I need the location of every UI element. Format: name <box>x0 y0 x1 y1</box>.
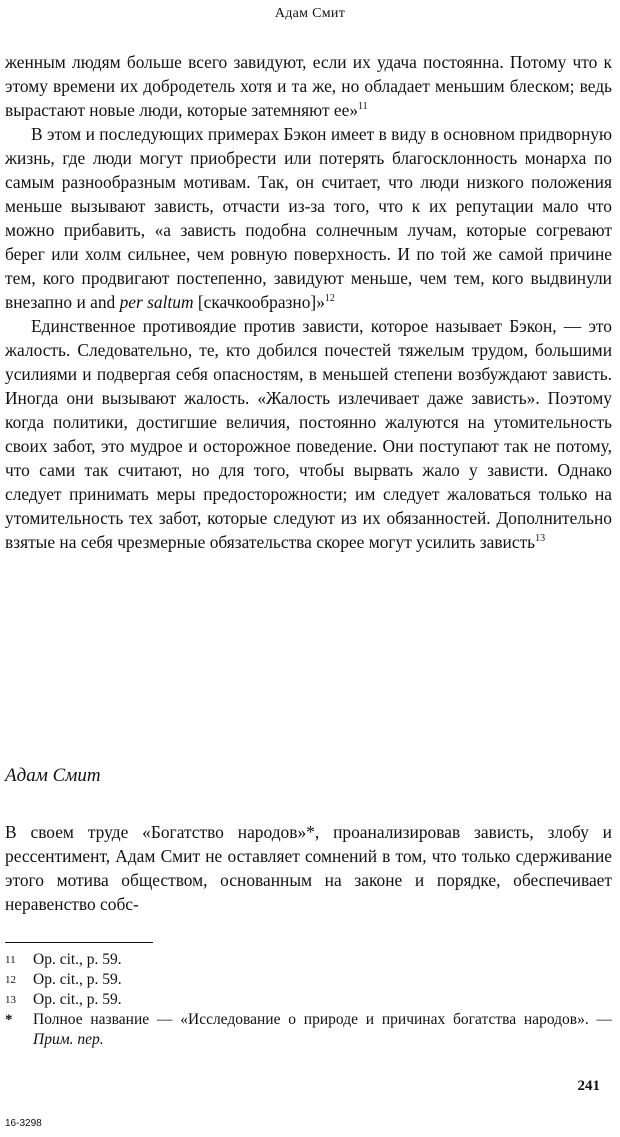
section-text-before: В своем труде «Богатство народов» <box>5 822 307 842</box>
footnote-ref-11: 11 <box>358 101 368 112</box>
paragraph-2-after: [скачкообразно]» <box>193 292 325 312</box>
footnote-mark: * <box>5 1012 13 1028</box>
footnote-text-main: Полное название — «Исследование о природе и причинах богатства народов». — <box>33 1011 612 1028</box>
footnote-mark: 12 <box>5 974 16 986</box>
footnotes <box>5 950 612 1050</box>
footnote-divider <box>5 942 153 943</box>
section-heading: Адам Смит <box>5 765 101 786</box>
paragraph-2 <box>5 122 612 314</box>
footnote-mark: 13 <box>5 994 16 1006</box>
footnote-text <box>33 1010 612 1050</box>
footnote-text-italic: Прим. пер. <box>33 1031 104 1048</box>
paragraph-2-text: В этом и последующих примерах Бэкон имеет в виду в основном придворную жизнь, где люди могут приобрести или потерять благосклонность монарха по самым разнообразным мотивам. Так, он считает, что люди низкого положения меньше вызывают зависть, отчасти из-за того, что к их репутации мало что можно прибавить, «а зависть подобна солнечным лучам, которые согревают берег или холм сильнее, чем ровную поверхность. И по той же самой причине тем, кого продвигают постепенно, завидуют меньше, чем тем, кого выдвинули внезапно и and <box>5 124 612 312</box>
paragraph-1 <box>5 50 612 122</box>
footnote-ref-13: 13 <box>535 533 546 544</box>
paragraph-3 <box>5 314 612 554</box>
footnote-ref-12: 12 <box>324 293 335 304</box>
print-code: 16-3298 <box>5 1118 42 1129</box>
footnote-text: Op. cit., p. 59. <box>33 991 122 1008</box>
paragraph-1-text: женным людям больше всего завидуют, если их удача постоянна. Потому что к этому времени их добродетель хотя и та же, но обладает меньшим блеском; ведь вырастают новые люди, которые затемняют ее» <box>5 52 612 120</box>
footnote-text: Op. cit., p. 59. <box>33 971 122 988</box>
paragraph-2-italic: per saltum <box>119 292 194 312</box>
main-text <box>5 50 612 554</box>
section-paragraph <box>5 820 612 916</box>
section-text <box>5 820 612 916</box>
footnote-text: Op. cit., p. 59. <box>33 951 122 968</box>
page-number: 241 <box>577 1078 600 1094</box>
footnote <box>5 990 612 1010</box>
footnote-mark: 11 <box>5 954 16 966</box>
footnote-ref-star: * <box>306 822 315 842</box>
footnote <box>5 950 612 970</box>
paragraph-3-text: Единственное противоядие против зависти, которое называет Бэкон, — это жалость. Следовательно, те, кто добился почестей тяжелым трудом, большими усилиями и подвергая себя опасностям, в меньшей степени возбуждают зависть. Иногда они вызывают жалость. «Жалость излечивает даже зависть». Поэтому когда политики, достигшие величия, постоянно жалуются на утомительность своих забот, это мудрое и осторожное поведение. Они поступают так не потому, что сами так считают, но для того, чтобы вырвать жало у зависти. Однако следует принимать меры предосторожности; им следует жаловаться только на утомительность тех забот, которые следуют из их обязанностей. Дополнительно взятые на себя чрезмерные обязательства скорее могут усилить зависть <box>5 316 612 552</box>
footnote <box>5 970 612 990</box>
running-head: Адам Смит <box>274 6 346 21</box>
footnote <box>5 1010 612 1050</box>
section-text-after: , проанализировав зависть, злобу и рессентимент, Адам Смит не оставляет сомнений в том, что только сдерживание этого мотива обществом, основанным на законе и порядке, обеспечивает неравенство собс- <box>5 822 612 914</box>
